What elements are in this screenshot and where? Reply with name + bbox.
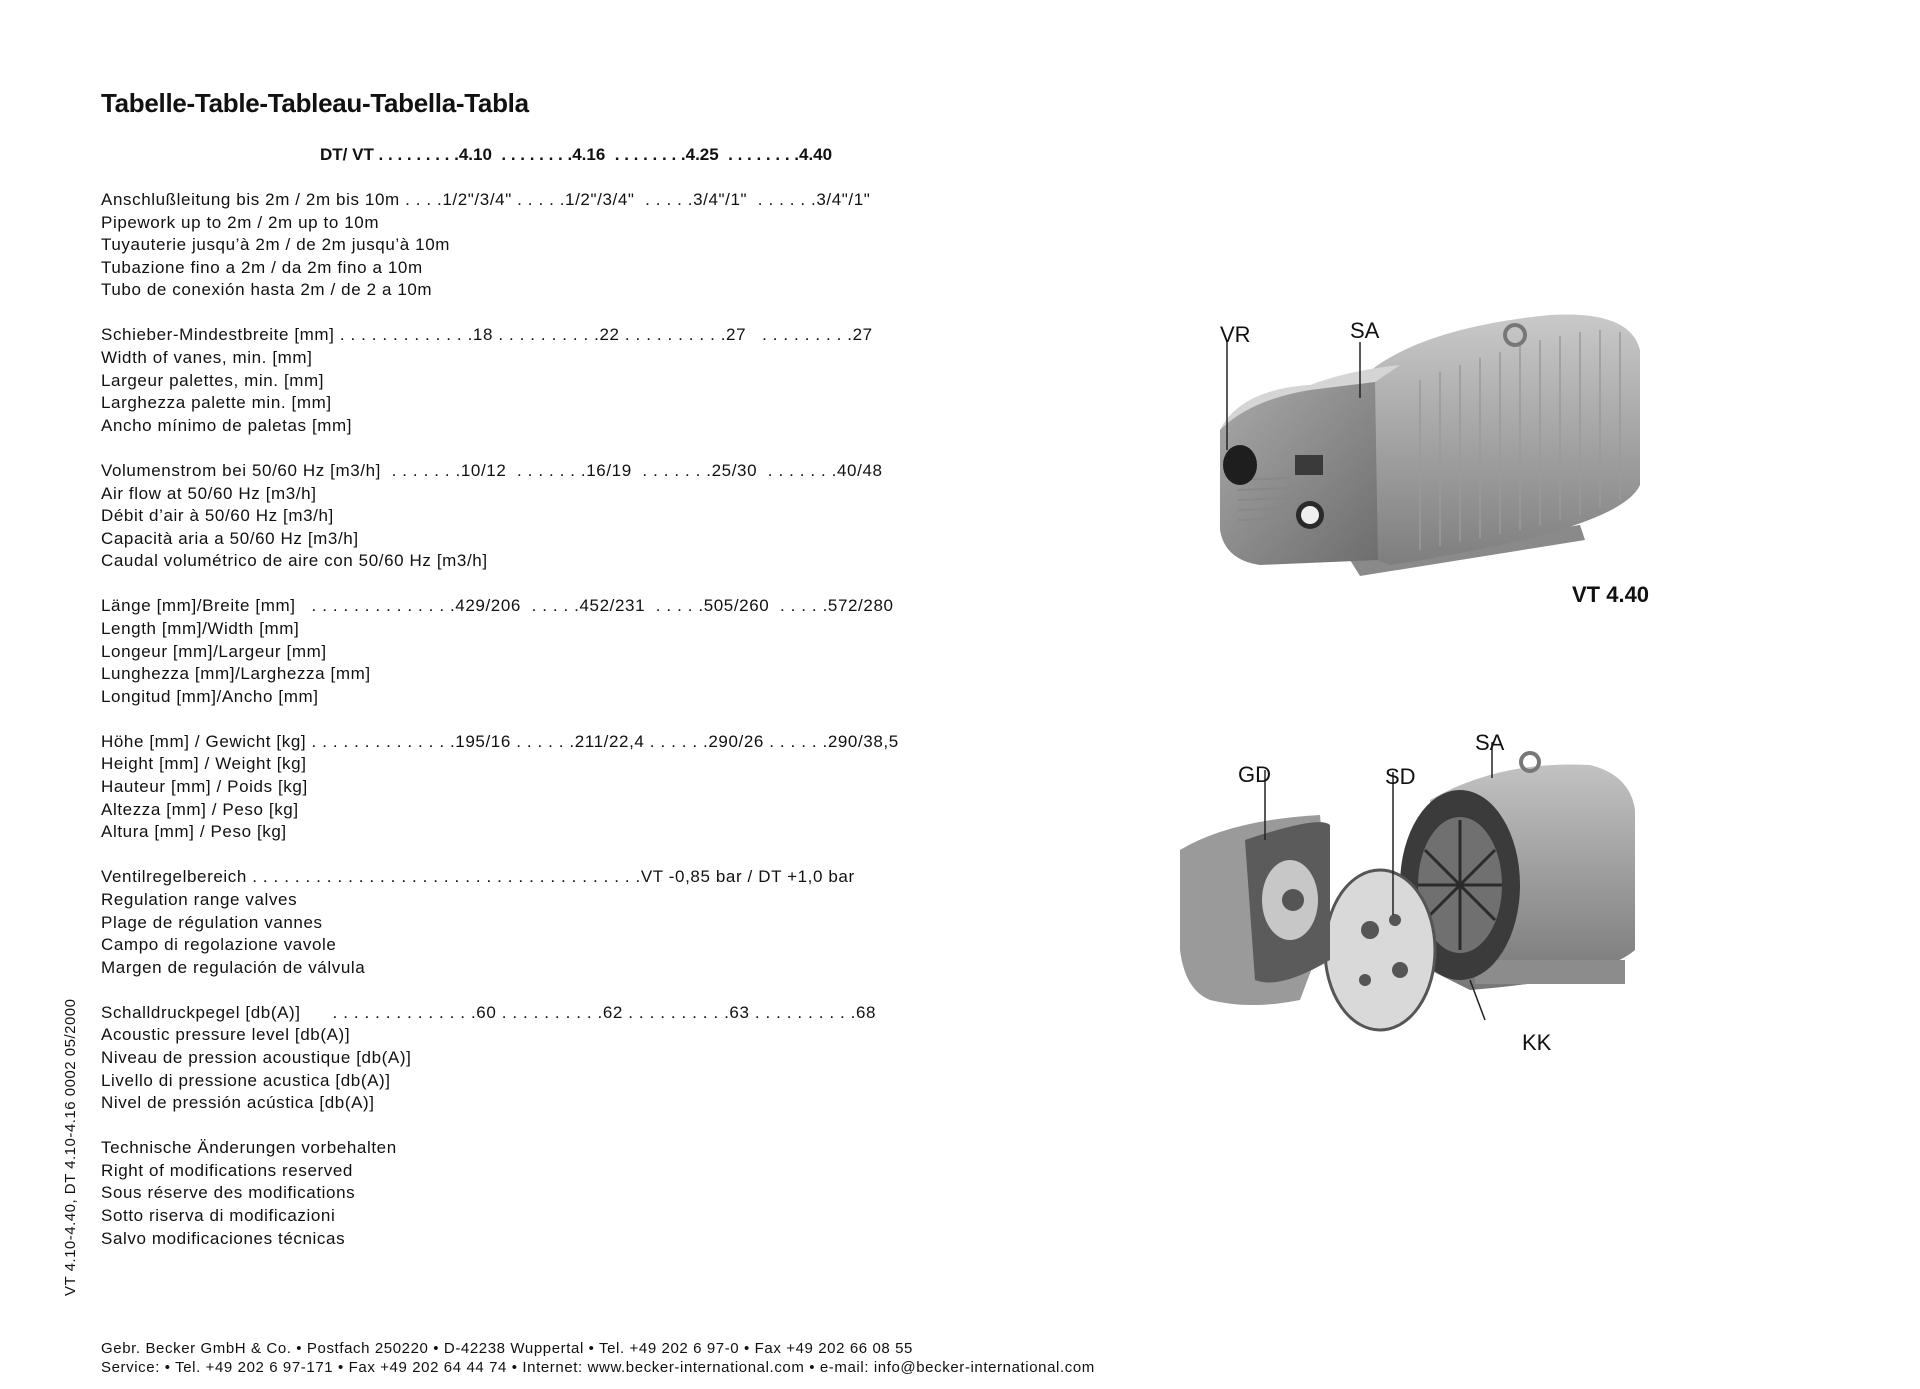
spec-line: Right of modifications reserved [101,1160,353,1180]
spec-line: Länge [mm]/Breite [mm] . . . . . . . . . . . . . .429/206 . . . . .452/231 . . . . .505/260 . . . . .572/280 [101,596,894,616]
spec-line: Altezza [mm] / Peso [kg] [101,799,299,819]
spec-line: Schieber-Mindestbreite [mm] . . . . . . . . . . . . .18 . . . . . . . . . .22 . . . . . . . . . .27 . . . . . . . . .27 [101,325,873,345]
model-header: DT/ VT . . . . . . . . .4.10 . . . . . . . .4.16 . . . . . . . .4.25 . . . . . . . .4.40 [320,145,833,164]
spec-line: Largeur palettes, min. [mm] [101,370,325,390]
label-kk: KK [1522,1030,1552,1055]
pump-exploded-figure [1170,720,1690,1080]
spec-group-modifications [101,1137,899,1250]
spec-line: Longeur [mm]/Largeur [mm] [101,641,327,661]
spec-line: Lunghezza [mm]/Larghezza [mm] [101,664,371,684]
label-sd: SD [1385,764,1416,789]
spec-line: Margen de regulación de válvula [101,957,366,977]
spec-line: Altura [mm] / Peso [kg] [101,822,287,842]
spec-line: Pipework up to 2m / 2m up to 10m [101,212,380,232]
spec-line: Regulation range valves [101,889,298,909]
spec-line: Plage de régulation vannes [101,912,323,932]
pump-assembled-illustration [1200,310,1660,620]
spec-group-airflow [101,460,899,573]
spec-line: Caudal volumétrico de aire con 50/60 Hz [m3/h] [101,551,488,571]
spec-line: Salvo modificaciones técnicas [101,1228,346,1248]
footer-address: Gebr. Becker GmbH & Co. • Postfach 250220 • D-42238 Wuppertal • Tel. +49 202 6 97-0 • Fax +49 202 66 08 55 [101,1340,914,1357]
label-sa-bottom: SA [1475,730,1505,755]
spec-line: Tubo de conexión hasta 2m / de 2 a 10m [101,280,433,300]
pump-assembled-figure [1200,310,1660,620]
spec-line: Débit d’air à 50/60 Hz [m3/h] [101,506,334,526]
spec-line: Höhe [mm] / Gewicht [kg] . . . . . . . . . . . . . .195/16 . . . . . .211/22,4 . . . . . .290/26 . . . . . .290/38,5 [101,731,899,751]
spec-line: Campo di regolazione vavole [101,935,337,955]
spec-line: Length [mm]/Width [mm] [101,619,300,638]
spec-line: Longitud [mm]/Ancho [mm] [101,686,319,706]
spec-line: Volumenstrom bei 50/60 Hz [m3/h] . . . . . . .10/12 . . . . . . .16/19 . . . . . . .25/30 . . . . . . .40/48 [101,460,883,480]
spec-line: Air flow at 50/60 Hz [m3/h] [101,483,317,503]
side-reference: VT 4.10-4.40, DT 4.10-4.16 0002 05/2000 [62,998,79,1296]
spec-line: Hauteur [mm] / Poids [kg] [101,777,308,797]
spec-table [101,189,899,1273]
spec-line: Height [mm] / Weight [kg] [101,754,307,774]
label-vr: VR [1220,322,1251,347]
spec-line: Technische Änderungen vorbehalten [101,1138,397,1158]
spec-group-valves [101,866,899,979]
spec-group-vanes [101,324,899,437]
model-label: VT 4.40 [1572,582,1650,607]
footer [101,1339,1095,1377]
spec-line: Anschlußleitung bis 2m / 2m bis 10m . . . .1/2"/3/4" . . . . .1/2"/3/4" . . . . .3/4"/1" . . . . . .3/4"/1" [101,190,871,209]
spec-group-acoustic [101,1002,899,1115]
spec-line: Acoustic pressure level [db(A)] [101,1025,351,1045]
spec-line: Livello di pressione acustica [db(A)] [101,1070,391,1090]
spec-line: Nivel de pressión acústica [db(A)] [101,1093,375,1113]
spec-line: Tubazione fino a 2m / da 2m fino a 10m [101,257,423,277]
spec-line: Capacità aria a 50/60 Hz [m3/h] [101,528,359,548]
label-sa-top: SA [1350,318,1380,343]
spec-line: Ventilregelbereich . . . . . . . . . . . . . . . . . . . . . . . . . . . . . . . . . . . . .VT -0,85 bar / DT +1,0 bar [101,867,855,887]
spec-group-pipework [101,189,899,302]
spec-line: Schalldruckpegel [db(A)] . . . . . . . . . . . . . .60 . . . . . . . . . .62 . . . . . . . . . .63 . . . . . . . . . .68 [101,1002,877,1022]
label-gd: GD [1238,762,1271,787]
spec-group-height-weight [101,731,899,844]
spec-line: Niveau de pression acoustique [db(A)] [101,1048,412,1067]
spec-line: Width of vanes, min. [mm] [101,348,313,368]
spec-group-dimensions [101,595,899,708]
spec-line: Ancho mínimo de paletas [mm] [101,415,353,435]
spec-line: Tuyauterie jusqu’à 2m / de 2m jusqu’à 10m [101,235,451,255]
footer-service: Service: • Tel. +49 202 6 97-171 • Fax +49 202 64 44 74 • Internet: www.becker-international.com • e-mail: info@becker-international.com [101,1359,1095,1376]
spec-line: Sotto riserva di modificazioni [101,1206,336,1226]
spec-line: Larghezza palette min. [mm] [101,393,332,413]
page-title: Tabelle-Table-Tableau-Tabella-Tabla [101,88,529,118]
spec-line: Sous réserve des modifications [101,1183,356,1203]
